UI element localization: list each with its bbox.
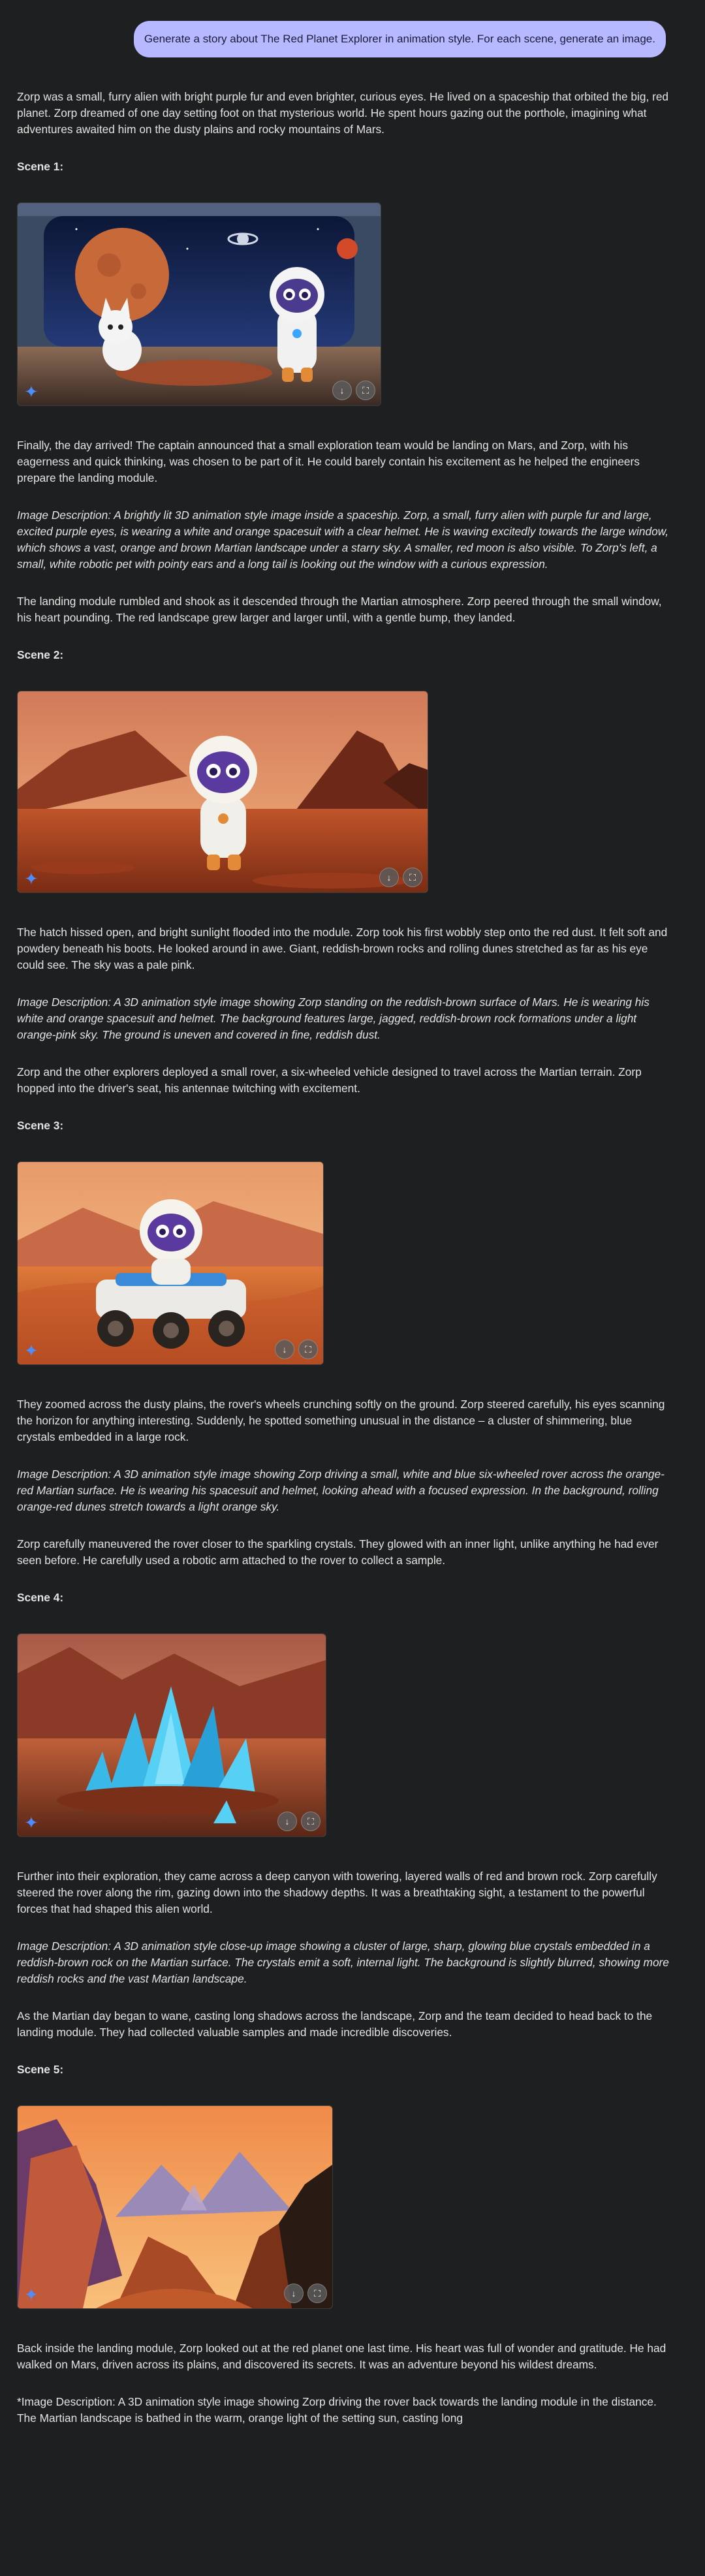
scene-2-description: Image Description: A 3D animation style image showing Zorp standing on the reddish-brown surface of Mars. He is wearing his white and orange spacesuit and helmet. The background features large, jagged, reddish-brown rock formations under a light orange-pink sky. The ground is uneven and covered in fine, reddish dust. bbox=[17, 996, 650, 1041]
user-prompt-bubble: Generate a story about The Red Planet Explorer in animation style. For each scene, generate an image. bbox=[134, 21, 666, 57]
download-icon[interactable]: ↓ bbox=[379, 868, 399, 887]
scene-1-after: The landing module rumbled and shook as it descended through the Martian atmosphere. Zorp peered through the small window, his heart pounding. The red landscape grew larger and larger until, with a gentle bump, they landed. bbox=[17, 595, 662, 624]
image-actions bbox=[275, 1340, 318, 1359]
expand-icon[interactable]: ⛶ bbox=[301, 1812, 321, 1831]
scene-2-illustration bbox=[18, 691, 428, 892]
scene-5-image[interactable] bbox=[17, 2105, 333, 2309]
scene-2-paragraph: The hatch hissed open, and bright sunlight flooded into the module. Zorp took his first wobbly step onto the red dust. It felt soft and powdery beneath his boots. He looked around in awe. Giant, reddish-brown rocks and rolling dunes stretched as far as his eye could see. The sky was a pale pink. bbox=[17, 926, 668, 971]
expand-icon[interactable]: ⛶ bbox=[356, 381, 375, 400]
scene-5-description: *Image Description: A 3D animation style image showing Zorp driving the rover back towards the landing module in the distance. The Martian landscape is bathed in the warm, orange light of the setting sun, casting long bbox=[17, 2395, 657, 2425]
download-icon[interactable]: ↓ bbox=[332, 381, 352, 400]
sparkle-icon: ✦ bbox=[24, 1341, 39, 1360]
expand-icon[interactable]: ⛶ bbox=[307, 2284, 327, 2303]
scene-1-description: Image Description: A brightly lit 3D animation style image inside a spaceship. Zorp, a small, furry alien with purple fur and large, excited purple eyes, is wearing a white and orange spacesuit with a clear helmet. He is waving excitedly towards the large window, which shows a vast, orange and brown Martian landscape under a starry sky. A smaller, red moon is also visible. To Zorp's left, a small, white robotic pet with pointy ears and a long tail is looking out the window with a curious expression. bbox=[17, 509, 669, 571]
image-actions bbox=[332, 381, 375, 400]
scene-3-heading: Scene 3: bbox=[17, 1119, 64, 1132]
scene-3-after: Zorp carefully maneuvered the rover closer to the sparkling crystals. They glowed with an inner light, unlike anything he had ever seen before. He carefully used a robotic arm attached to the rover to collect a sample. bbox=[17, 1537, 659, 1567]
scene-1-image[interactable] bbox=[17, 202, 381, 406]
scene-5-illustration bbox=[18, 2106, 332, 2308]
sparkle-icon: ✦ bbox=[24, 382, 39, 401]
sparkle-icon: ✦ bbox=[24, 869, 39, 888]
scene-1-heading: Scene 1: bbox=[17, 160, 64, 173]
scene-3-illustration bbox=[18, 1162, 323, 1364]
scene-2-after: Zorp and the other explorers deployed a small rover, a six-wheeled vehicle designed to travel across the Martian terrain. Zorp hopped into the driver's seat, his antennae twitching with excitement. bbox=[17, 1065, 642, 1095]
scene-3-paragraph: They zoomed across the dusty plains, the rover's wheels crunching softly on the ground. Zorp steered carefully, his eyes scanning the horizon for anything interesting. Suddenly, he spotted something unusual in the distance – a cluster of shimmering, blue crystals embedded in a large rock. bbox=[17, 1398, 665, 1443]
scene-2-heading: Scene 2: bbox=[17, 648, 64, 661]
scene-4-description: Image Description: A 3D animation style close-up image showing a cluster of large, sharp, glowing blue crystals embedded in a reddish-brown rock on the Martian surface. The crystals emit a soft, internal light. The background is slightly blurred, showing more reddish rocks and the vast Martian landscape. bbox=[17, 1940, 669, 1985]
scene-4-illustration bbox=[18, 1634, 326, 1836]
scene-3-image[interactable] bbox=[17, 1161, 324, 1365]
response-content bbox=[17, 89, 671, 2447]
scene-4-after: As the Martian day began to wane, casting long shadows across the landscape, Zorp and the team decided to head back to the landing module. They had collected valuable samples and made incredible discoveries. bbox=[17, 2009, 653, 2039]
download-icon[interactable]: ↓ bbox=[277, 1812, 297, 1831]
download-icon[interactable]: ↓ bbox=[284, 2284, 304, 2303]
sparkle-icon: ✦ bbox=[24, 2285, 39, 2304]
scene-3-description: Image Description: A 3D animation style image showing Zorp driving a small, white and blue six-wheeled rover across the orange-red Martian surface. He is wearing his spacesuit and helmet, looking ahead with a focused expression. In the background, rolling orange-red dunes stretch towards a light orange sky. bbox=[17, 1468, 665, 1513]
expand-icon[interactable]: ⛶ bbox=[403, 868, 422, 887]
scene-5-paragraph: Back inside the landing module, Zorp looked out at the red planet one last time. His heart was full of wonder and gratitude. He had walked on Mars, driven across its plains, and discovered its secrets. It was an adventure beyond his wildest dreams. bbox=[17, 2342, 666, 2371]
sparkle-icon: ✦ bbox=[24, 1813, 39, 1832]
scene-1-paragraph: Finally, the day arrived! The captain announced that a small exploration team would be landing on Mars, and Zorp, with his eagerness and quick thinking, was chosen to be part of it. He could barely contain his excitement as he helped the engineers prepare the landing module. bbox=[17, 439, 640, 484]
intro-paragraph: Zorp was a small, furry alien with bright purple fur and even brighter, curious eyes. He lived on a spaceship that orbited the big, red planet. Zorp dreamed of one day setting foot on that mysterious world. He spent hours gazing out the porthole, imagining what adventures awaited him on the dusty plains and rocky mountains of Mars. bbox=[17, 90, 669, 136]
download-icon[interactable]: ↓ bbox=[275, 1340, 294, 1359]
scene-5-heading: Scene 5: bbox=[17, 2063, 64, 2076]
scene-4-paragraph: Further into their exploration, they came across a deep canyon with towering, layered walls of red and brown rock. Zorp carefully steered the rover along the rim, gazing down into the shadowy depths. It was a breathtaking sight, a testament to the powerful forces that had shaped this alien world. bbox=[17, 1870, 657, 1915]
scene-2-image[interactable] bbox=[17, 691, 428, 893]
image-actions bbox=[277, 1812, 321, 1831]
image-actions bbox=[284, 2284, 327, 2303]
image-actions bbox=[379, 868, 422, 887]
scene-4-image[interactable] bbox=[17, 1633, 326, 1837]
scene-1-illustration bbox=[18, 203, 381, 405]
expand-icon[interactable]: ⛶ bbox=[298, 1340, 318, 1359]
scene-4-heading: Scene 4: bbox=[17, 1591, 64, 1604]
